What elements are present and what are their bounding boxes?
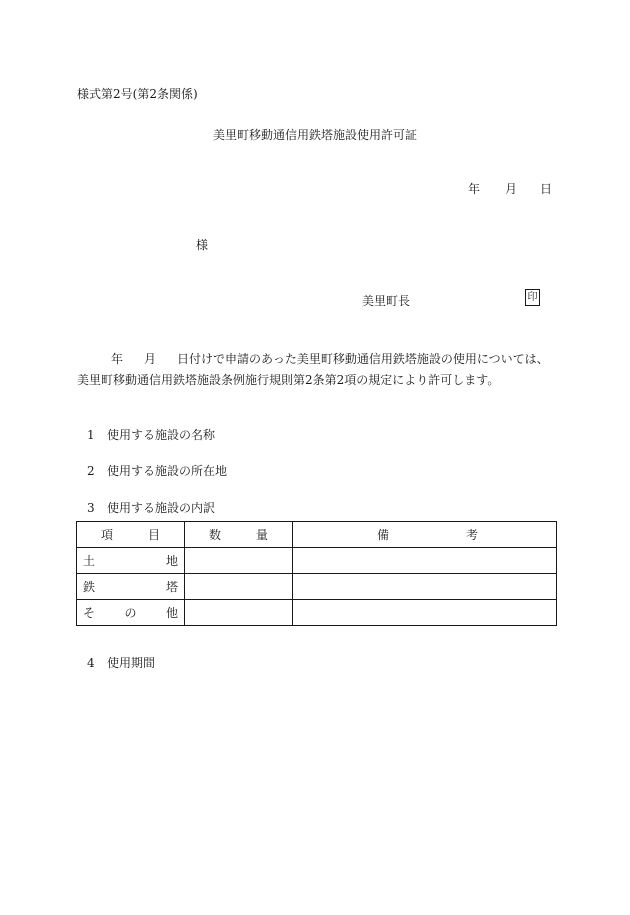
table-header-row <box>77 522 557 548</box>
quantity-cell[interactable] <box>185 600 293 626</box>
item-number: 3 <box>87 501 95 515</box>
table-row <box>77 574 557 600</box>
row-label-land: 土 地 <box>77 548 185 574</box>
seal-mark: 印 <box>525 289 540 306</box>
item-usage-period <box>87 654 155 671</box>
item-label: 使用期間 <box>107 656 156 670</box>
form-number: 様式第2号(第2条関係) <box>77 87 198 101</box>
table-row <box>77 548 557 574</box>
issuer-name: 美里町長 <box>362 294 411 308</box>
item-label: 使用する施設の所在地 <box>107 464 228 478</box>
item-number: 2 <box>87 464 95 478</box>
item-facility-location <box>87 462 227 479</box>
breakdown-table <box>76 521 557 626</box>
item-facility-name <box>87 426 215 443</box>
body-year-label: 年 <box>111 352 124 366</box>
item-number: 4 <box>87 656 95 670</box>
date-year-label: 年 <box>468 182 481 196</box>
quantity-cell[interactable] <box>185 548 293 574</box>
row-label-other: そ の 他 <box>77 600 185 626</box>
header-quantity: 数 量 <box>185 522 293 548</box>
addressee-suffix: 様 <box>196 238 209 252</box>
table-row <box>77 600 557 626</box>
body-line-2: 美里町移動通信用鉄塔施設条例施行規則第2条第2項の規定により許可します。 <box>77 373 500 387</box>
item-facility-breakdown <box>87 499 215 516</box>
notes-cell[interactable] <box>293 574 557 600</box>
item-label: 使用する施設の内訳 <box>107 501 216 515</box>
item-label: 使用する施設の名称 <box>107 428 216 442</box>
body-line-1-text: 日付けで申請のあった美里町移動通信用鉄塔施設の使用については、 <box>177 352 549 366</box>
notes-cell[interactable] <box>293 548 557 574</box>
date-month-label: 月 <box>505 182 518 196</box>
row-label-tower: 鉄 塔 <box>77 574 185 600</box>
document-title: 美里町移動通信用鉄塔施設使用許可証 <box>212 128 417 142</box>
header-item: 項 目 <box>77 522 185 548</box>
body-text <box>77 349 557 391</box>
header-notes: 備 考 <box>293 522 557 548</box>
date-day-label: 日 <box>540 182 553 196</box>
notes-cell[interactable] <box>293 600 557 626</box>
item-number: 1 <box>87 428 95 442</box>
body-month-label: 月 <box>144 352 157 366</box>
body-line-1 <box>77 349 557 370</box>
quantity-cell[interactable] <box>185 574 293 600</box>
